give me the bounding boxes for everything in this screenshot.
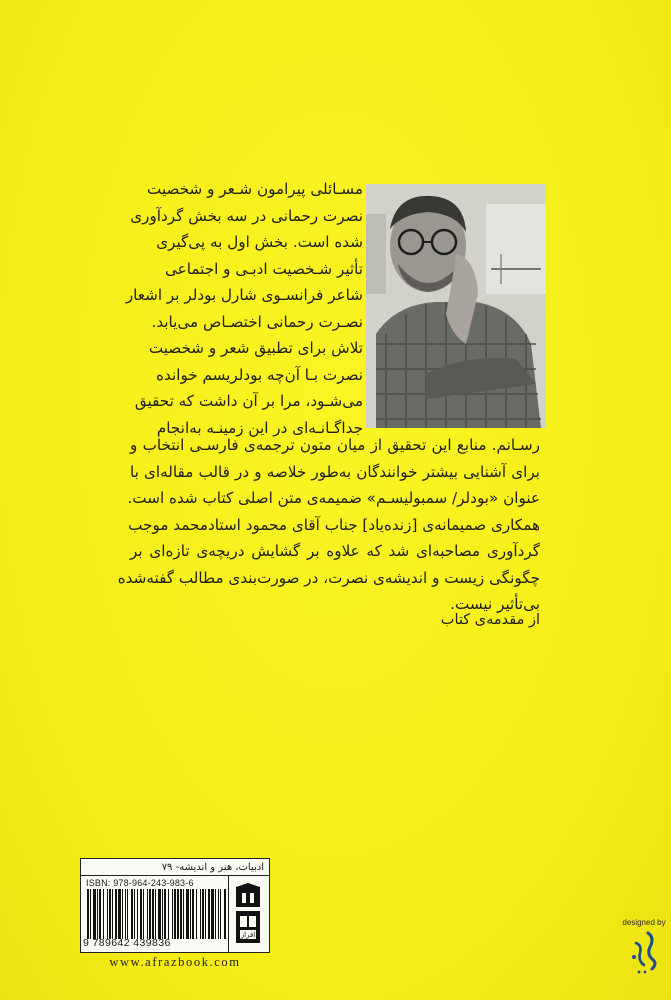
barcode-bar [205,889,206,939]
barcode-bar [149,889,151,939]
barcode-bar [211,889,214,939]
barcode-bar [134,889,135,939]
intro-line: نصرت رحمانی در سه بخش گردآوری [130,206,363,225]
barcode-bar [164,889,166,939]
barcode-bar [186,889,189,939]
intro-line: شده است. بخش اول به پی‌گیری [156,233,363,251]
series-label: ادبیات، هنر و اندیشه- ۷۹ [81,859,269,876]
barcode-bar [215,889,216,939]
intro-line: نصرت بـا آن‌چه بودلریسم خوانده [156,365,363,384]
barcode-bar [131,889,133,939]
body-line: عنوان «بودلر/ سمبولیسـم» ضمیمه‌ی متن اصلی کتاب شده است. [127,489,540,507]
body-line: چگونگی زیست و اندیشه‌ی نصرت، در صورت‌بندی مطالب گفته‌شده [117,568,540,587]
author-portrait-photo [366,184,546,428]
barcode-bar [200,889,201,939]
barcode-bar [137,889,138,939]
body-line: برای آشنایی بیشتر خوانندگان به‌طور خلاصه و در قالب مقاله‌ای با [130,462,540,481]
barcode-bar [220,889,221,939]
isbn-text: ISBN: 978-964-243-983-6 [86,878,194,888]
intro-line: تأثیر شـخصیت ادبـی و اجتماعی [165,259,363,278]
intro-line: جداگـانـه‌ای در این زمینـه به‌انجام [156,418,363,437]
body-line: گردآوری مصاحبه‌ای شد که علاوه بر گشایش دریچه‌ی تازه‌ای بر [130,542,540,560]
barcode-bar [152,889,154,939]
barcode-bar [218,889,219,939]
barcode-bar [97,889,98,939]
intro-paragraph [125,176,363,441]
barcode-bar [158,889,161,939]
barcode-bar [183,889,184,939]
barcode-bar [127,889,128,939]
designer-credit [620,918,668,979]
barcode-divider [228,876,229,952]
svg-text:افراز: افراز [240,931,256,939]
body-line: رسـانم. منابع این تحقیق از میان متون ترجمه‌ی فارسـی انتخاب و [130,436,540,454]
barcode-bar [99,889,101,939]
barcode-bar [196,889,197,939]
body-line: همکاری صمیمانه‌ی [زنده‌یاد] جناب آقای محمود استادمحمد موجب [128,515,540,534]
intro-line: نصـرت رحمانی اختصـاص می‌یابد. [151,312,363,331]
barcode-bar [192,889,194,939]
barcode-bar [140,889,142,939]
barcode-bar [208,889,210,939]
barcode-digits: 9 789642 439836 [83,937,171,949]
barcode-bar [125,889,126,939]
barcode-bar [224,889,226,939]
afraz-logo-icon [231,881,265,947]
barcode-bar [147,889,148,939]
barcode-bar [107,889,108,939]
barcode-icon [87,889,225,939]
body-paragraph [117,432,540,618]
barcode-bar [168,889,169,939]
intro-line: می‌شـود، مرا بر آن داشت که تحقیق [134,392,363,410]
barcode-bar [109,889,111,939]
intro-line: شاعر فرانسـوی شارل بودلر بر اشعار [125,286,363,304]
body-line: بی‌تأثیر نیست. [450,595,540,613]
intro-line: تلاش برای تطبیق شعر و شخصیت [148,339,363,357]
barcode-bar [93,889,96,939]
barcode-bar [190,889,191,939]
barcode-box [80,858,270,953]
barcode-bar [162,889,163,939]
publisher-website: www.afrazbook.com [109,955,241,969]
barcode-bar [112,889,113,939]
barcode-bar [180,889,182,939]
barcode-bar [115,889,117,939]
intro-line: مسـائلی پیرامون شـعر و شخصیت [147,180,363,198]
barcode-bar [155,889,156,939]
designer-label: designed by [622,918,666,927]
barcode-bar [174,889,176,939]
barcode-bar [177,889,179,939]
barcode-bar [143,889,144,939]
barcode-bar [122,889,123,939]
barcode-bar [202,889,204,939]
barcode-bar [103,889,104,939]
barcode-bar [118,889,121,939]
barcode-bar [90,889,91,939]
quote-source: از مقدمه‌ی کتاب [440,612,540,628]
barcode-bar [87,889,89,939]
designer-signature-icon [624,927,664,975]
barcode-bar [172,889,173,939]
